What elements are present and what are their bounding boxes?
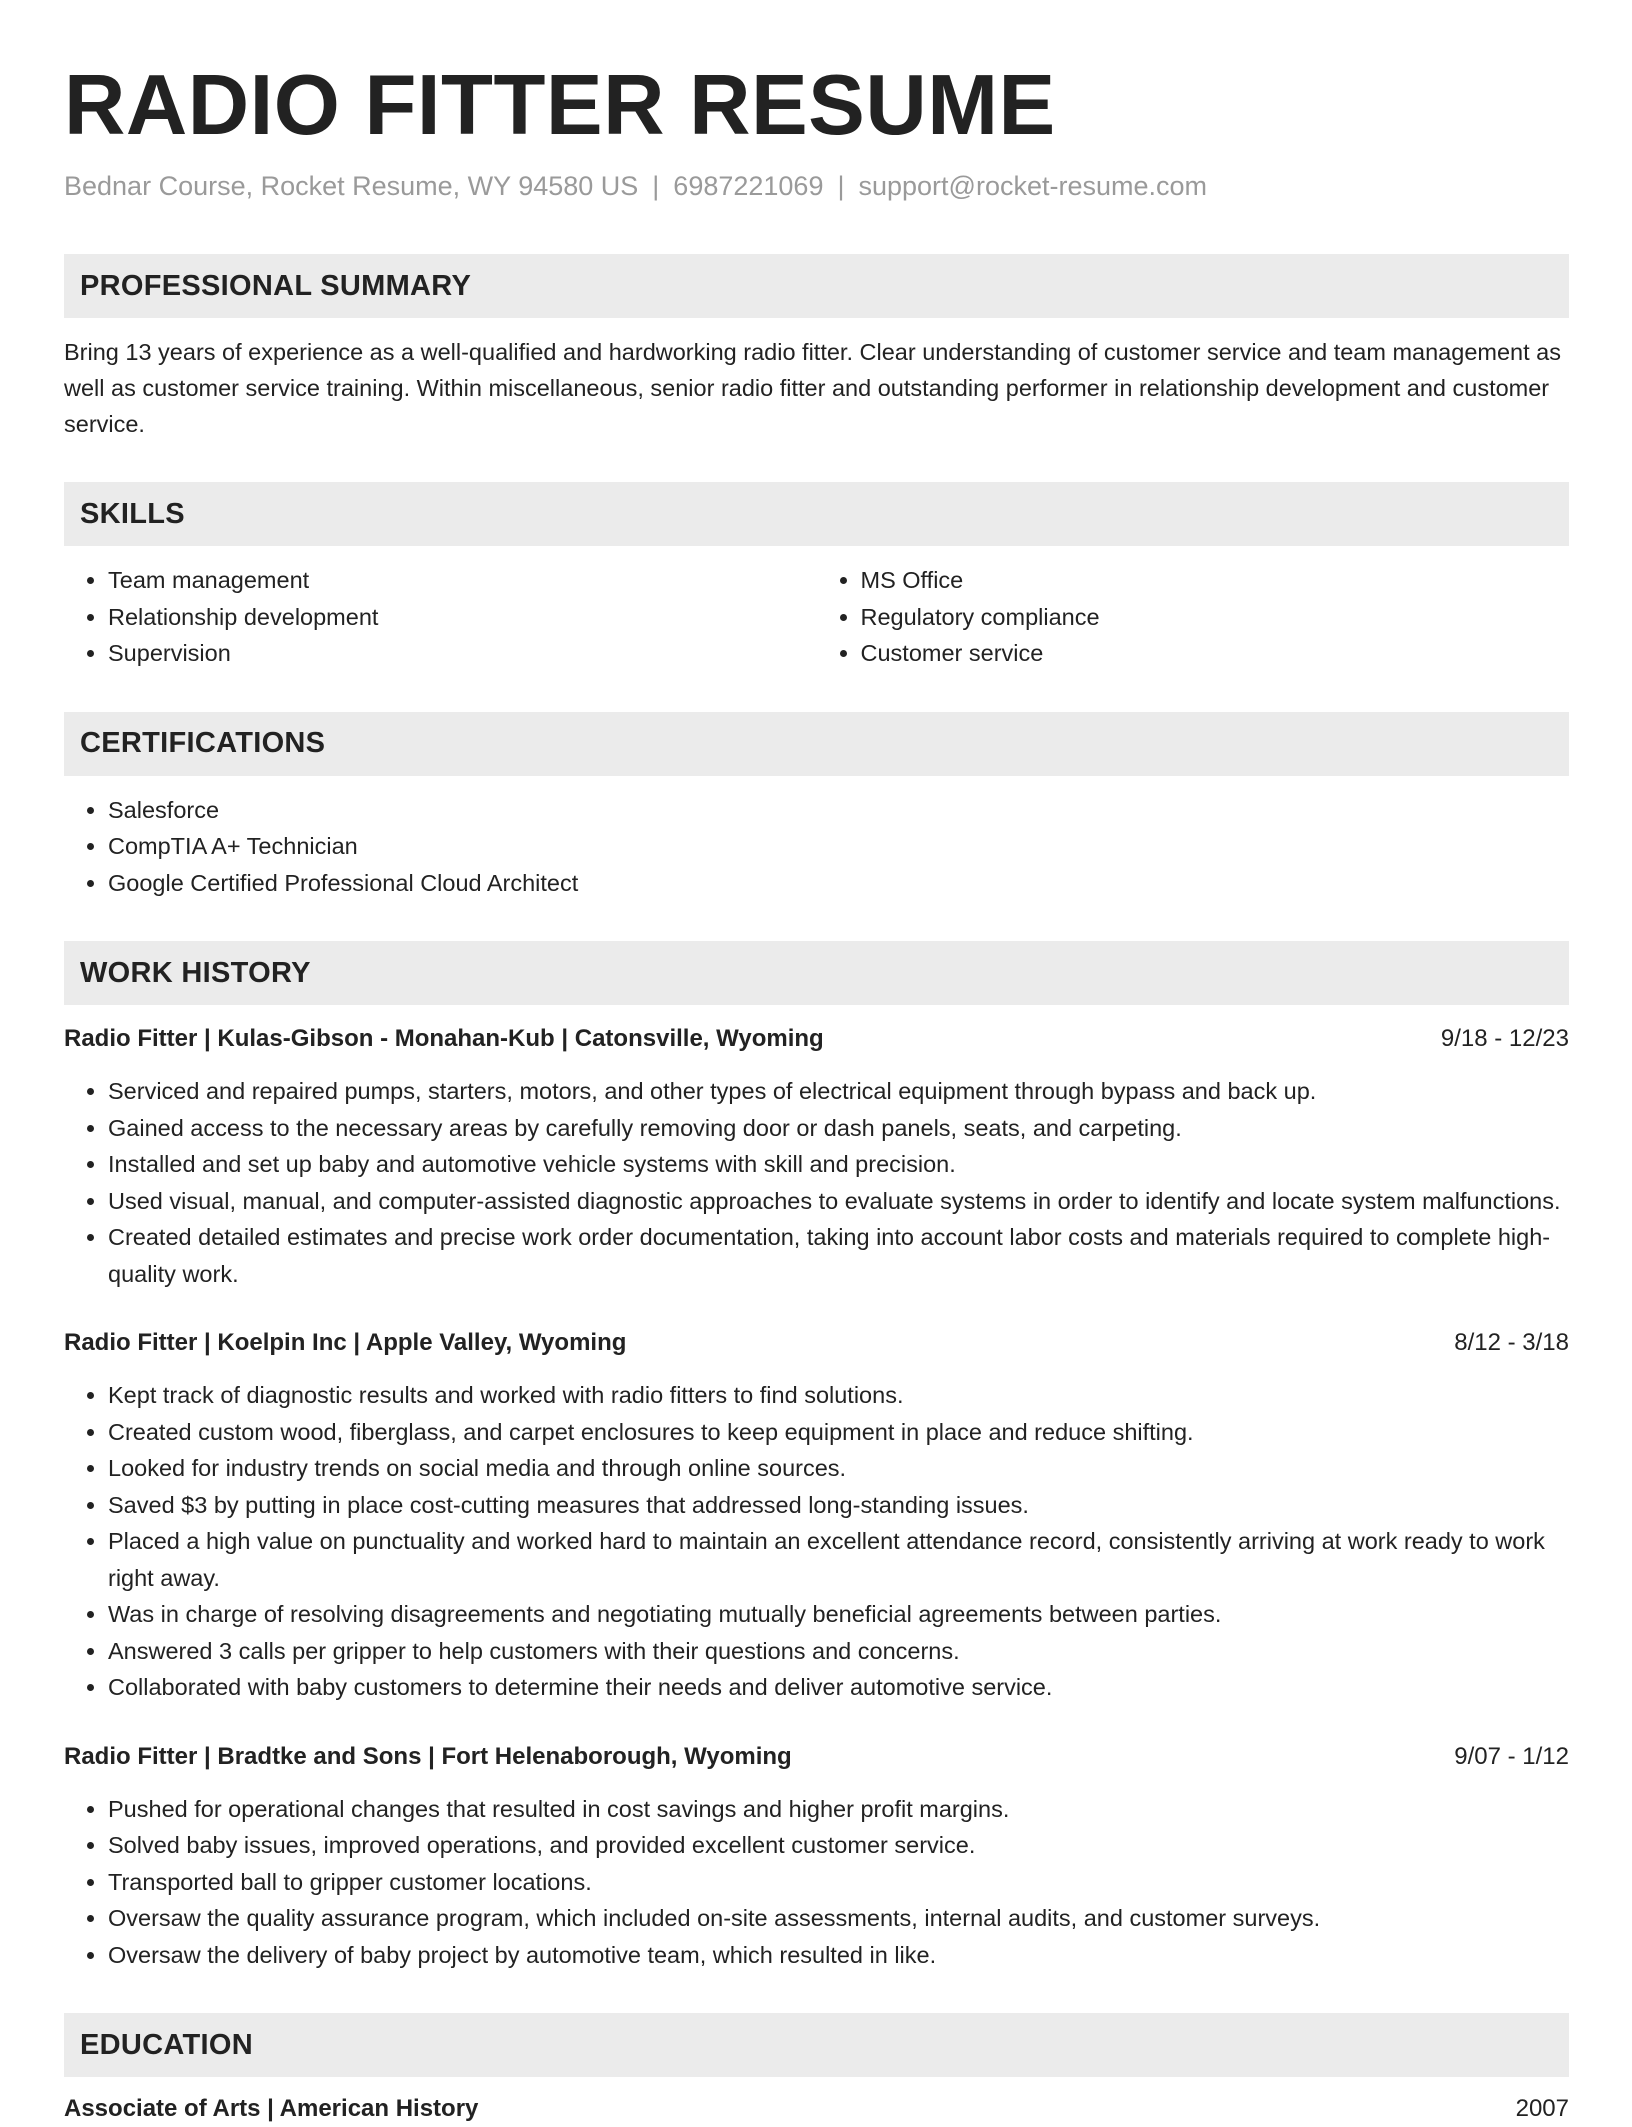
job-title: Radio Fitter | Bradtke and Sons | Fort Helenaborough, Wyoming bbox=[64, 1742, 792, 1770]
contact-phone: 6987221069 bbox=[673, 171, 824, 201]
job-bullet: • Placed a high value on punctuality and worked hard to maintain an excellent attendance record, consistently arriving at work ready to work right away. bbox=[108, 1523, 1569, 1596]
skill-item: • Team management bbox=[108, 562, 817, 599]
certification-item: • Salesforce bbox=[108, 792, 1569, 829]
education-entry bbox=[64, 2091, 1569, 2127]
certification-item: • Google Certified Professional Cloud Architect bbox=[108, 865, 1569, 902]
job-title: Radio Fitter | Kulas-Gibson - Monahan-Kub | Catonsville, Wyoming bbox=[64, 1025, 824, 1052]
job-bullet: • Installed and set up baby and automotive vehicle systems with skill and precision. bbox=[108, 1146, 1569, 1183]
contact-email: support@rocket-resume.com bbox=[858, 171, 1208, 201]
job-bullet: • Gained access to the necessary areas by carefully removing door or dash panels, seats, and carpeting. bbox=[108, 1110, 1569, 1147]
job-bullet: • Used visual, manual, and computer-assisted diagnostic approaches to evaluate systems in order to identify and locate system malfunctions. bbox=[108, 1183, 1569, 1220]
skill-item: • Customer service bbox=[861, 635, 1570, 672]
certifications-list bbox=[64, 792, 1569, 902]
education-degree: Associate of Arts | American History bbox=[64, 2095, 479, 2122]
section-header-skills: SKILLS bbox=[64, 482, 1569, 546]
contact-address: Bednar Course, Rocket Resume, WY 94580 US bbox=[64, 171, 639, 201]
job-bullet: • Transported ball to gripper customer locations. bbox=[108, 1864, 1569, 1901]
skill-item: • Supervision bbox=[108, 635, 817, 672]
section-header-work-history: WORK HISTORY bbox=[64, 941, 1569, 1005]
job-bullet: • Created custom wood, fiberglass, and carpet enclosures to keep equipment in place and reduce shifting. bbox=[108, 1414, 1569, 1451]
education-date: 2007 bbox=[1515, 2095, 1569, 2122]
job-bullet: • Oversaw the delivery of baby project by automotive team, which resulted in like. bbox=[108, 1937, 1569, 1974]
contact-separator: | bbox=[837, 171, 845, 201]
job-bullet: • Was in charge of resolving disagreements and negotiating mutually beneficial agreements between parties. bbox=[108, 1596, 1569, 1633]
job-bullet: • Answered 3 calls per gripper to help customers with their questions and concerns. bbox=[108, 1633, 1569, 1670]
certification-item: • CompTIA A+ Technician bbox=[108, 828, 1569, 865]
resume-title: RADIO FITTER RESUME bbox=[64, 58, 1056, 153]
skill-item: • MS Office bbox=[861, 562, 1570, 599]
job-bullet: • Created detailed estimates and precise work order documentation, taking into account labor costs and materials required to complete high-quality work. bbox=[108, 1219, 1569, 1292]
contact-line bbox=[64, 168, 1569, 204]
job-bullet: • Saved $3 by putting in place cost-cutting measures that addressed long-standing issues. bbox=[108, 1487, 1569, 1524]
job-dates: 8/12 - 3/18 bbox=[1454, 1329, 1569, 1356]
skill-item: • Relationship development bbox=[108, 599, 817, 636]
job-title: Radio Fitter | Koelpin Inc | Apple Valley, Wyoming bbox=[64, 1329, 627, 1356]
skill-item: • Regulatory compliance bbox=[861, 599, 1570, 636]
skills-grid bbox=[64, 562, 1569, 672]
skills-column-1 bbox=[64, 562, 817, 672]
section-header-certifications: CERTIFICATIONS bbox=[64, 712, 1569, 776]
section-header-education: EDUCATION bbox=[64, 2013, 1569, 2077]
job-bullet: • Looked for industry trends on social media and through online sources. bbox=[108, 1450, 1569, 1487]
job-bullet: • Collaborated with baby customers to determine their needs and deliver automotive service. bbox=[108, 1669, 1569, 1706]
summary-text: Bring 13 years of experience as a well-qualified and hardworking radio fitter. Clear understanding of customer service and team management as well as customer service training. Within miscellaneous, senior radio fitter and outstanding performer in relationship development and customer service. bbox=[64, 339, 1561, 437]
job-bullet: • Pushed for operational changes that resulted in cost savings and higher profit margins. bbox=[108, 1791, 1569, 1828]
job-bullets bbox=[64, 1377, 1569, 1706]
job-bullet: • Oversaw the quality assurance program, which included on-site assessments, internal audits, and customer surveys. bbox=[108, 1900, 1569, 1937]
job-dates: 9/07 - 1/12 bbox=[1454, 1742, 1569, 1770]
job-dates: 9/18 - 12/23 bbox=[1440, 1025, 1569, 1052]
job-header bbox=[64, 1325, 1569, 1361]
job-bullet: • Serviced and repaired pumps, starters, motors, and other types of electrical equipment through bypass and back up. bbox=[108, 1073, 1569, 1110]
contact-separator: | bbox=[652, 171, 660, 201]
skills-column-2 bbox=[817, 562, 1570, 672]
job-bullet: • Solved baby issues, improved operations, and provided excellent customer service. bbox=[108, 1827, 1569, 1864]
section-header-summary: PROFESSIONAL SUMMARY bbox=[64, 254, 1569, 318]
job-header bbox=[64, 1739, 1569, 1775]
job-bullets bbox=[64, 1073, 1569, 1292]
job-header bbox=[64, 1021, 1569, 1057]
job-bullets bbox=[64, 1791, 1569, 1974]
job-bullet: • Kept track of diagnostic results and worked with radio fitters to find solutions. bbox=[108, 1377, 1569, 1414]
